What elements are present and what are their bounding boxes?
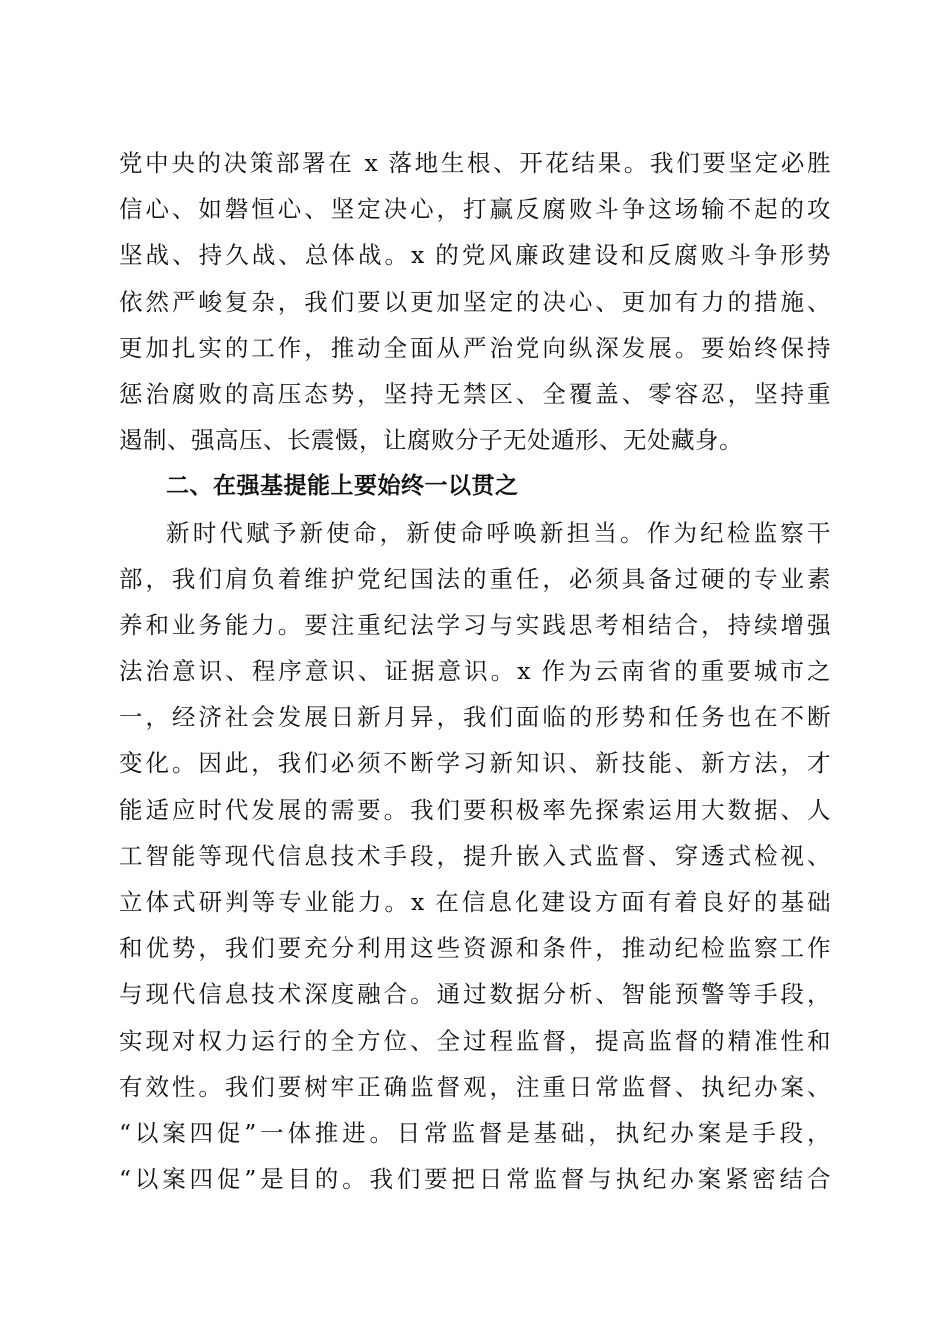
paragraph-line: 新时代赋予新使命，新使命呼唤新担当。作为纪检监察干 [166,518,831,547]
paragraph-line: 党中央的决策部署在 x 落地生根、开花结果。我们要坚定必胜 [119,149,831,177]
paragraph-line: “以案四促”是目的。我们要把日常监督与执纪办案紧密结合 [119,1165,831,1194]
paragraph-line: 变化。因此，我们必须不断学习新知识、新技能、新方法，才 [119,749,831,778]
paragraph-line: 法治意识、程序意识、证据意识。x 作为云南省的重要城市之 [119,657,831,686]
paragraph-line: 能适应时代发展的需要。我们要积极率先探索运用大数据、人 [119,795,831,824]
paragraph-line: 与现代信息技术深度融合。通过数据分析、智能预警等手段， [119,980,831,1009]
section-heading: 二、在强基提能上要始终一以贯之 [166,473,519,500]
paragraph-line: 更加扎实的工作，推动全面从严治党向纵深发展。要始终保持 [119,333,831,362]
paragraph-line: 坚战、持久战、总体战。x 的党风廉政建设和反腐败斗争形势 [119,241,831,270]
paragraph-line: 信心、如磐恒心、坚定决心，打赢反腐败斗争这场输不起的攻 [119,195,831,224]
paragraph-line: 实现对权力运行的全方位、全过程监督，提高监督的精准性和 [119,1026,831,1055]
paragraph-line: 依然严峻复杂，我们要以更加坚定的决心、更加有力的措施、 [119,287,831,316]
paragraph-line: 和优势，我们要充分利用这些资源和条件，推动纪检监察工作 [119,934,831,963]
paragraph-line: 养和业务能力。要注重纪法学习与实践思考相结合，持续增强 [119,610,831,639]
paragraph-line: 工智能等现代信息技术手段，提升嵌入式监督、穿透式检视、 [119,841,831,870]
paragraph-line: 部，我们肩负着维护党纪国法的重任，必须具备过硬的专业素 [119,564,831,593]
document-body [119,140,831,1202]
paragraph-line: “以案四促”一体推进。日常监督是基础，执纪办案是手段， [119,1118,831,1147]
paragraph-line: 遏制、强高压、长震慑，让腐败分子无处遁形、无处藏身。 [119,426,743,455]
paragraph-line: 一，经济社会发展日新月异，我们面临的形势和任务也在不断 [119,703,831,732]
paragraph-line: 惩治腐败的高压态势，坚持无禁区、全覆盖、零容忍，坚持重 [119,379,831,408]
paragraph-line: 有效性。我们要树牢正确监督观，注重日常监督、执纪办案、 [119,1072,831,1101]
paragraph-line: 立体式研判等专业能力。x 在信息化建设方面有着良好的基础 [119,888,831,916]
